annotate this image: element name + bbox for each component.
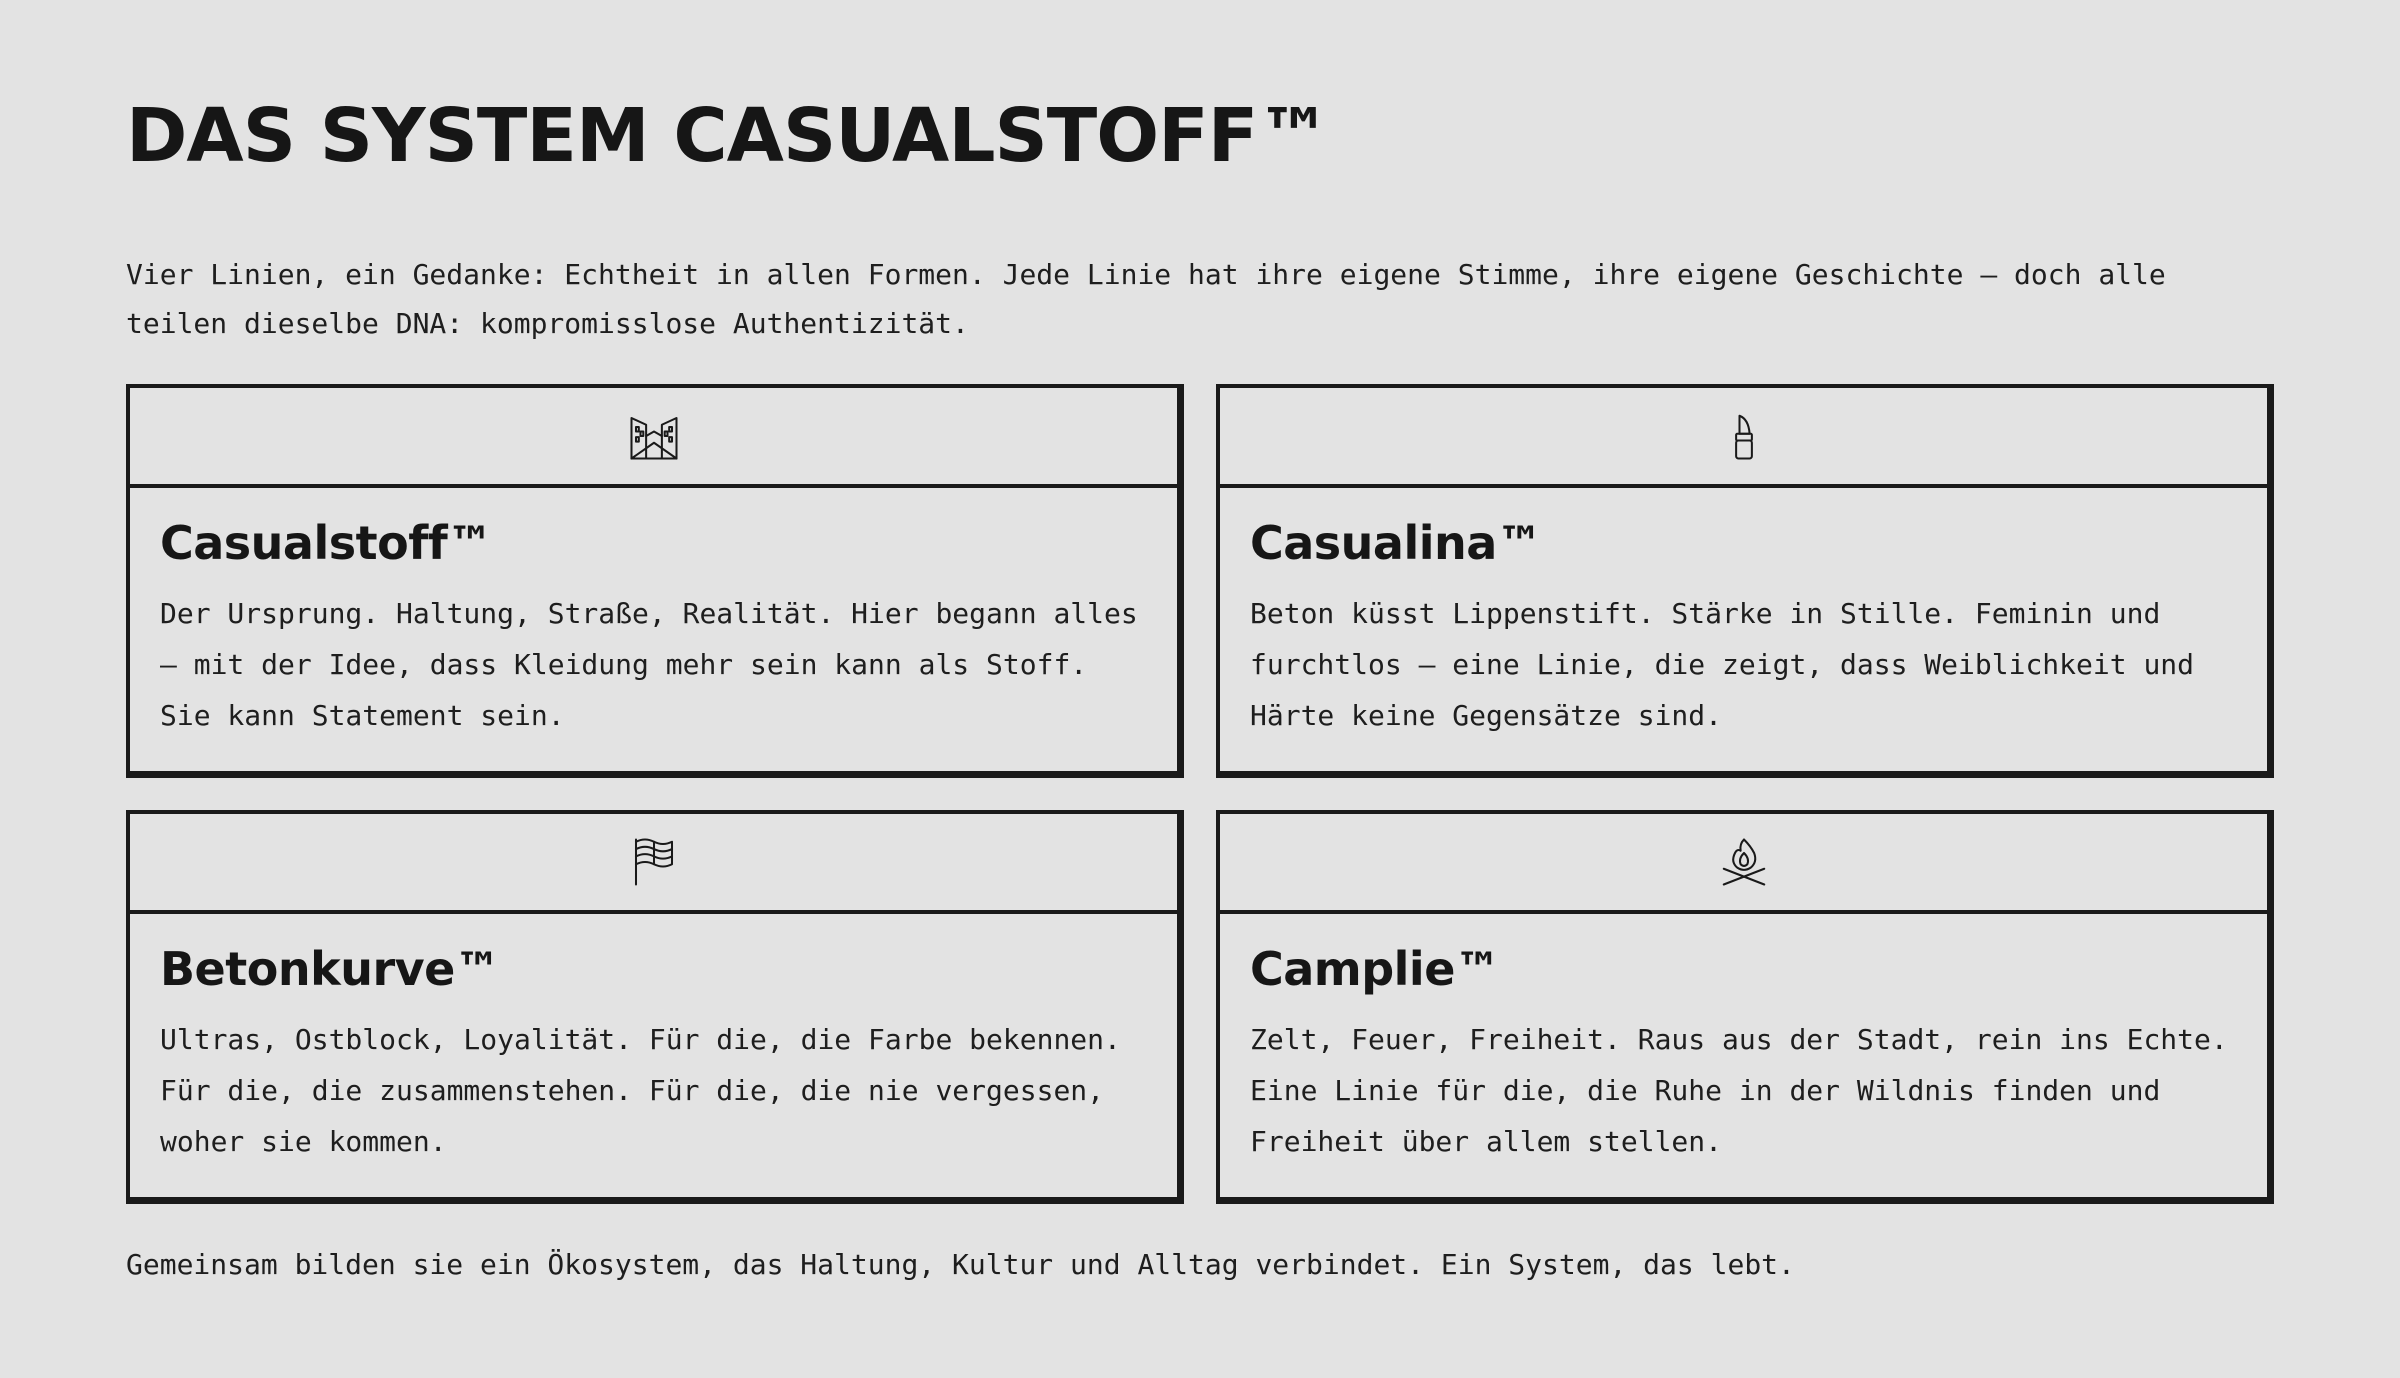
card-icon-header [130, 814, 1177, 914]
line-card-casualstoff [126, 384, 1184, 778]
card-title: Betonkurve™ [160, 942, 501, 996]
card-description: Ultras, Ostblock, Loyalität. Für die, die Farbe bekennen. Für die, die zusammenstehen. Für die, die nie vergessen, woher sie kommen. [160, 1023, 1121, 1158]
page-title: DAS SYSTEM CASUALSTOFF™ [126, 93, 1331, 179]
card-description: Der Ursprung. Haltung, Straße, Realität. Hier begann alles – mit der Idee, dass Kleidung mehr sein kann als Stoff. Sie kann Statement sein. [160, 597, 1138, 732]
line-card-betonkurve [126, 810, 1184, 1204]
city-buildings-icon [627, 409, 681, 463]
line-card-casualina [1216, 384, 2274, 778]
card-icon-header [130, 388, 1177, 488]
intro-paragraph: Vier Linien, ein Gedanke: Echtheit in allen Formen. Jede Linie hat ihre eigene Stimme, ihre eigene Geschichte – doch alle teilen dieselbe DNA: kompromisslose Authentizität. [126, 258, 2166, 340]
card-title: Camplie™ [1250, 942, 1501, 996]
card-title: Casualina™ [1250, 516, 1543, 570]
lipstick-icon [1717, 409, 1771, 463]
flag-icon [627, 835, 681, 889]
card-icon-header [1220, 814, 2267, 914]
card-title: Casualstoff™ [160, 516, 493, 570]
card-icon-header [1220, 388, 2267, 488]
campfire-icon [1717, 835, 1771, 889]
card-description: Beton küsst Lippenstift. Stärke in Stille. Feminin und furchtlos – eine Linie, die zeigt, dass Weiblichkeit und Härte keine Gegensätze sind. [1250, 597, 2195, 732]
line-card-camplie [1216, 810, 2274, 1204]
card-description: Zelt, Feuer, Freiheit. Raus aus der Stadt, rein ins Echte. Eine Linie für die, die Ruhe in der Wildnis finden und Freiheit über allem stellen. [1250, 1023, 2228, 1158]
closing-paragraph: Gemeinsam bilden sie ein Ökosystem, das Haltung, Kultur und Alltag verbindet. Ein System, das lebt. [126, 1248, 1795, 1281]
